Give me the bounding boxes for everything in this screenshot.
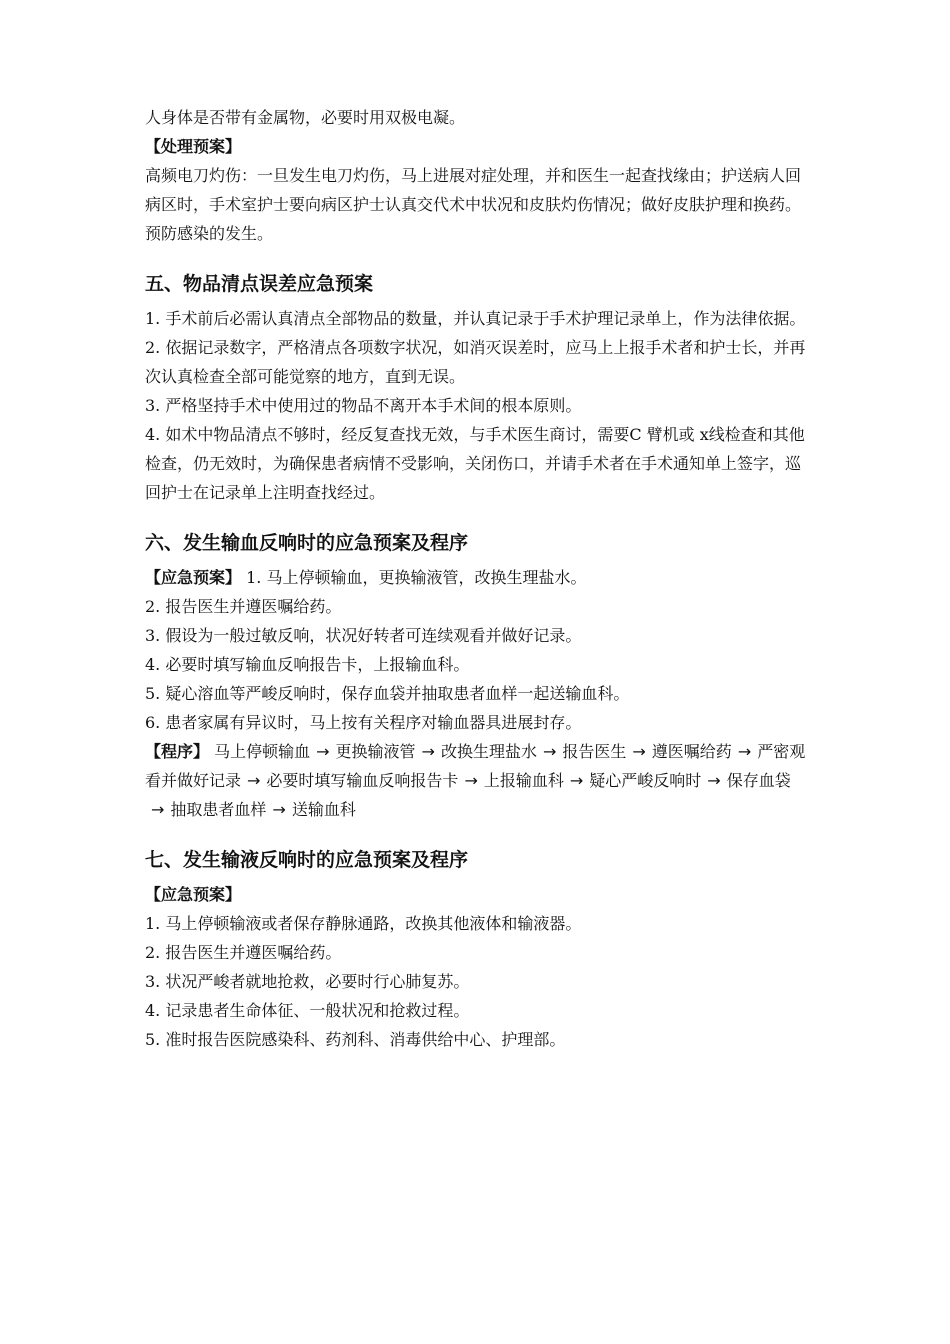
arrow-icon: →	[737, 742, 752, 761]
section-5-title: 五、物品清点误差应急预案	[145, 273, 374, 295]
section-6-item-2: 2. 报告医生并遵医嘱给药。	[145, 597, 342, 616]
section-5-item-1: 1. 手术前后必需认真清点全部物品的数量，并认真记录于手术护理记录单上，作为法律依据。	[145, 309, 806, 328]
section-6-title: 六、发生输血反响时的应急预案及程序	[145, 532, 469, 554]
procedure-paragraph	[145, 737, 815, 824]
procedure-step-9: 疑心严峻反响时	[589, 771, 702, 790]
procedure-step-7: 必要时填写输血反响报告卡	[266, 771, 459, 790]
procedure-step-11: 抽取患者血样	[170, 800, 267, 819]
section-7-emergency-label: 【应急预案】	[145, 885, 242, 904]
section-6-item-1: 1. 马上停顿输血，更换输液管，改换生理盐水。	[246, 568, 587, 587]
section-5-item-2: 2. 依据记录数字，严格清点各项数字状况，如消灭误差时，应马上上报手术者和护士长，并再次认真检查全部可能觉察的地方，直到无误。	[145, 338, 806, 386]
arrow-icon: →	[272, 800, 286, 819]
procedure-step-2: 更换输液管	[335, 742, 416, 761]
emergency-plan-label: 【应急预案】	[145, 568, 242, 587]
procedure-step-8: 上报输血科	[483, 771, 564, 790]
arrow-icon: →	[569, 771, 584, 790]
procedure-step-6: 严密观看并做好记录	[145, 742, 806, 790]
section-6-item-4: 4. 必要时填写输血反响报告卡，上报输血科。	[145, 655, 470, 674]
section-6-item-6: 6. 患者家属有异议时，马上按有关程序对输血器具进展封存。	[145, 713, 582, 732]
arrow-icon: →	[247, 771, 261, 790]
section-7-item-1: 1. 马上停顿输液或者保存静脉通路，改换其他液体和输液器。	[145, 914, 582, 933]
section-6-item-3: 3. 假设为一般过敏反响，状况好转者可连续观看并做好记录。	[145, 626, 582, 645]
handling-plan-label: 【处理预案】	[145, 137, 242, 156]
intro-paragraph: 高频电刀灼伤：一旦发生电刀灼伤，马上进展对症处理，并和医生一起查找缘由；护送病人回病区时，手术室护士要向病区护士认真交代术中状况和皮肤灼伤情况；做好皮肤护理和换药。预防感染的发生。	[145, 166, 802, 243]
arrow-icon: →	[421, 742, 435, 761]
arrow-icon: →	[316, 742, 330, 761]
arrow-icon: →	[707, 771, 721, 790]
procedure-step-3: 改换生理盐水	[440, 742, 537, 761]
procedure-step-10: 保存血袋	[726, 771, 791, 790]
section-7-item-3: 3. 状况严峻者就地抢救，必要时行心肺复苏。	[145, 972, 470, 991]
procedure-label: 【程序】	[145, 742, 210, 761]
section-5-item-3: 3. 严格坚持手术中使用过的物品不离开本手术间的根本原则。	[145, 396, 582, 415]
section-6-first-line	[145, 563, 815, 592]
section-6-item-5: 5. 疑心溶血等严峻反响时，保存血袋并抽取患者血样一起送输血科。	[145, 684, 630, 703]
procedure-step-5: 遵医嘱给药	[651, 742, 732, 761]
arrow-icon: →	[464, 771, 478, 790]
procedure-step-12: 送输血科	[291, 800, 356, 819]
section-7-title: 七、发生输液反响时的应急预案及程序	[145, 849, 469, 871]
section-7-item-4: 4. 记录患者生命体征、一般状况和抢救过程。	[145, 1001, 470, 1020]
procedure-step-4: 报告医生	[562, 742, 627, 761]
arrow-icon: →	[151, 800, 165, 819]
section-7-item-2: 2. 报告医生并遵医嘱给药。	[145, 943, 342, 962]
intro-line: 人身体是否带有金属物，必要时用双极电凝。	[145, 108, 466, 127]
procedure-step-1: 马上停顿输血	[214, 742, 311, 761]
section-5-item-4: 4. 如术中物品清点不够时，经反复查找无效，与手术医生商讨，需要C 臂机或 x线检查和其他检查，仍无效时，为确保患者病情不受影响，关闭伤口，并请手术者在手术通知单上签字，巡回护士在记录单上注明查找经过。	[145, 425, 805, 502]
document-page	[145, 103, 815, 1054]
section-7-item-5: 5. 准时报告医院感染科、药剂科、消毒供给中心、护理部。	[145, 1030, 566, 1049]
arrow-icon: →	[632, 742, 646, 761]
arrow-icon: →	[542, 742, 557, 761]
